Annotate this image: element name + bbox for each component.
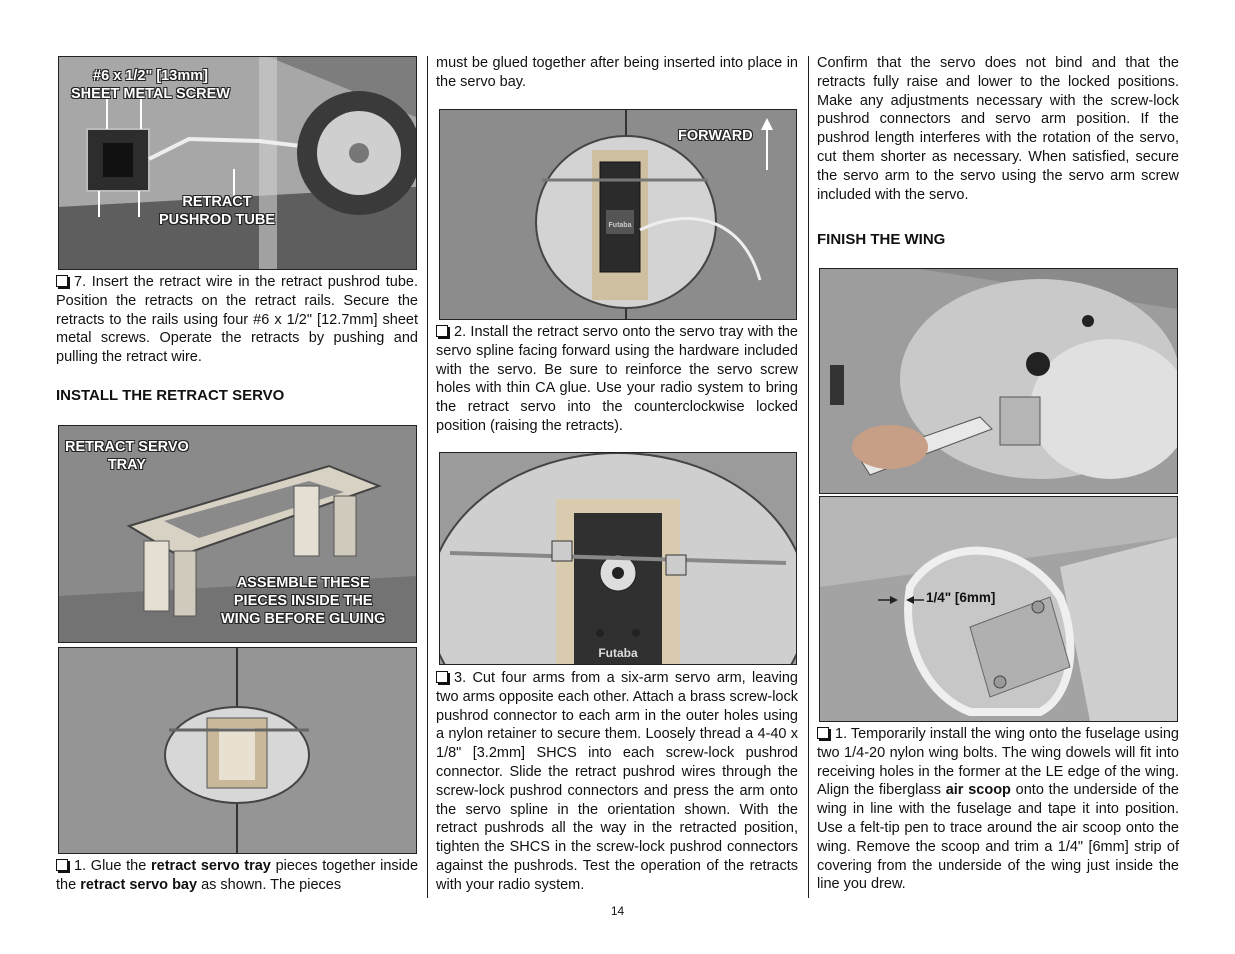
column-divider-2 bbox=[808, 56, 809, 898]
checkbox-icon[interactable] bbox=[56, 275, 68, 287]
checkbox-icon[interactable] bbox=[436, 671, 448, 683]
servo-arm-brand-label: Futaba bbox=[598, 646, 638, 660]
photo-retract-installed bbox=[58, 56, 417, 270]
photo-servo-tray bbox=[58, 425, 417, 643]
label-sheet-metal-screw: #6 x 1/2" [13mm] SHEET METAL SCREW bbox=[71, 68, 230, 102]
servo-brand-label: Futaba bbox=[608, 222, 632, 229]
checkbox-icon[interactable] bbox=[817, 727, 829, 739]
label-assemble-pieces: ASSEMBLE THESE PIECES INSIDE THE WING BEFORE GLUING bbox=[221, 575, 386, 627]
step-1-wing-text: 1. Temporarily install the wing onto the fuselage using two 1/4-20 nylon wing bolts. The wing dowels will fit into receiving holes in the former at the LE edge of the wing. Align the fiberglass air scoop onto the underside of the wing in line with the fuselage and tape it into position. Use a felt-tip pen to trace around the air scoop onto the wing. Remove the scoop and trim a 1/4" [6mm] strip of covering from the underside of the wing just inside the line you drew. bbox=[817, 726, 1179, 893]
column-divider-1 bbox=[427, 56, 428, 898]
step-1-glue-text: 1. Glue the retract servo tray pieces together inside the retract servo bay as shown. The pieces bbox=[56, 858, 419, 893]
photo-scoop-outline bbox=[819, 496, 1178, 722]
checkbox-icon[interactable] bbox=[436, 325, 448, 337]
heading-install-retract-servo: INSTALL THE RETRACT SERVO bbox=[56, 387, 285, 404]
label-retract-pushrod-tube: RETRACT PUSHROD TUBE bbox=[159, 194, 276, 228]
step-7-text: 7. Insert the retract wire in the retract pushrod tube. Position the retracts on the retract rails. Secure the retracts to the rails using four #6 x 1/2" [12.7mm] sheet metal screws. Operate the retracts by pushing and pulling the retract wire. bbox=[56, 274, 418, 366]
label-forward: FORWARD bbox=[678, 128, 753, 144]
photo-servo-arm bbox=[439, 452, 797, 665]
page-number: 14 bbox=[610, 904, 625, 918]
label-quarter-inch: 1/4" [6mm] bbox=[926, 590, 996, 605]
photo-servo-bay bbox=[58, 647, 417, 854]
continued-text: must be glued together after being inserted into place in the servo bay. bbox=[436, 55, 798, 90]
step-2-text: 2. Install the retract servo onto the servo tray with the servo spline facing forward using the hardware included with the servo. Be sure to reinforce the servo screw holes with thin CA glue. Use your radio system to bring the retract servo into the counterclockwise locked position (raising the retracts). bbox=[436, 324, 798, 434]
photo-servo-installed bbox=[439, 109, 797, 320]
label-retract-servo-tray: RETRACT SERVO TRAY bbox=[65, 439, 189, 473]
heading-finish-the-wing: FINISH THE WING bbox=[817, 231, 946, 248]
photo-tracing-scoop bbox=[819, 268, 1178, 494]
step-3-text: 3. Cut four arms from a six-arm servo arm, leaving two arms opposite each other. Attach a brass screw-lock pushrod connector to each arm in the outer holes using a nylon retainer to secure them. Loosely thread a 4-40 x 1/8" [3.2mm] SHCS into each screw-lock pushrod connector. Slide the retract pushrod wires through the screw-lock pushrod connectors and press the arm onto the servo spline in the orientation shown. With the retract pushrods all the way in the retracted position, tighten the SHCS in the screw-lock pushrod connectors against the pushrods. Test the operation of the retracts with your radio system. bbox=[436, 670, 798, 893]
confirm-text: Confirm that the servo does not bind and that the retracts fully raise and lower to the locked positions. Make any adjustments necessary with the screw-lock pushrod connectors and servo arm position. If the pushrod length interferes with the rotation of the servo, cut them shorter as necessary. When satisfied, secure the servo arm to the servo using the servo arm screw included with the servo. bbox=[817, 55, 1179, 203]
checkbox-icon[interactable] bbox=[56, 859, 68, 871]
